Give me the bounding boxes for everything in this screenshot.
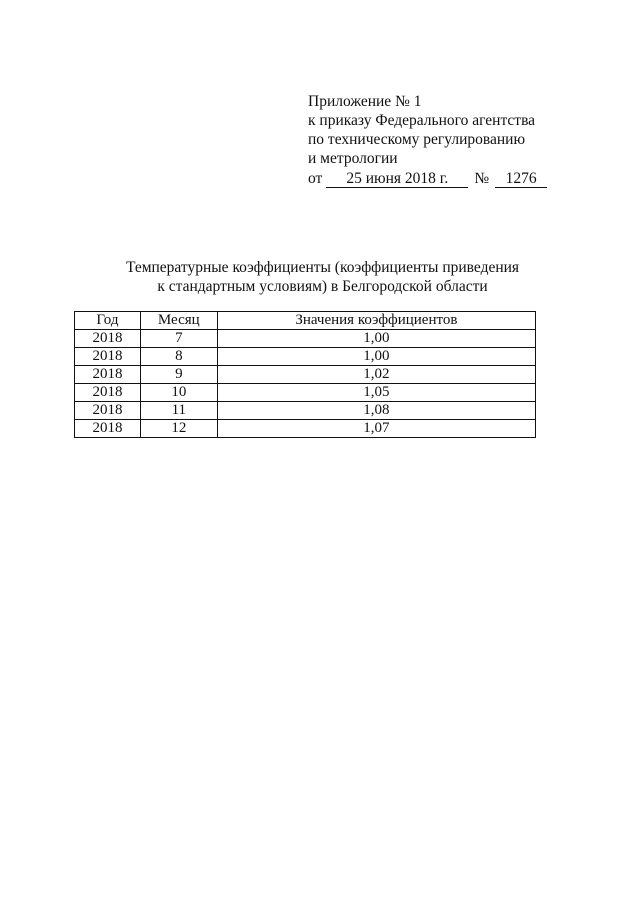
document-title — [0, 258, 640, 296]
cell-month: 9 — [140, 366, 217, 384]
table-row — [75, 384, 536, 402]
appendix-line: к приказу Федерального агентства — [308, 112, 536, 129]
cell-year: 2018 — [75, 384, 141, 402]
cell-year: 2018 — [75, 420, 141, 438]
appendix-line: Приложение № 1 — [308, 93, 422, 110]
cell-value: 1,05 — [217, 384, 535, 402]
cell-value: 1,08 — [217, 402, 535, 420]
header-value: Значения коэффициентов — [217, 312, 535, 330]
table-row — [75, 402, 536, 420]
from-label: от — [308, 170, 323, 187]
appendix-header — [308, 92, 547, 188]
order-date-line — [308, 169, 547, 188]
cell-year: 2018 — [75, 348, 141, 366]
table-row — [75, 348, 536, 366]
cell-year: 2018 — [75, 402, 141, 420]
table-row — [75, 420, 536, 438]
cell-value: 1,07 — [217, 420, 535, 438]
table-row — [75, 366, 536, 384]
table-header-row — [75, 312, 536, 330]
cell-value: 1,00 — [217, 348, 535, 366]
number-label: № — [474, 170, 490, 187]
order-date: 25 июня 2018 г. — [326, 170, 468, 188]
appendix-line: по техническому регулированию — [308, 131, 526, 148]
cell-month: 11 — [140, 402, 217, 420]
title-line-2: к стандартным условиям) в Белгородской области — [157, 278, 488, 295]
cell-value: 1,00 — [217, 330, 535, 348]
cell-month: 10 — [140, 384, 217, 402]
table-row — [75, 330, 536, 348]
cell-month: 12 — [140, 420, 217, 438]
cell-value: 1,02 — [217, 366, 535, 384]
coefficients-table — [74, 311, 536, 438]
cell-year: 2018 — [75, 330, 141, 348]
order-number: 1276 — [495, 170, 547, 188]
title-line-1: Температурные коэффициенты (коэффициенты приведения — [125, 259, 520, 276]
cell-month: 7 — [140, 330, 217, 348]
header-month: Месяц — [140, 312, 217, 330]
cell-month: 8 — [140, 348, 217, 366]
header-year: Год — [75, 312, 141, 330]
cell-year: 2018 — [75, 366, 141, 384]
appendix-line: и метрологии — [308, 150, 398, 167]
